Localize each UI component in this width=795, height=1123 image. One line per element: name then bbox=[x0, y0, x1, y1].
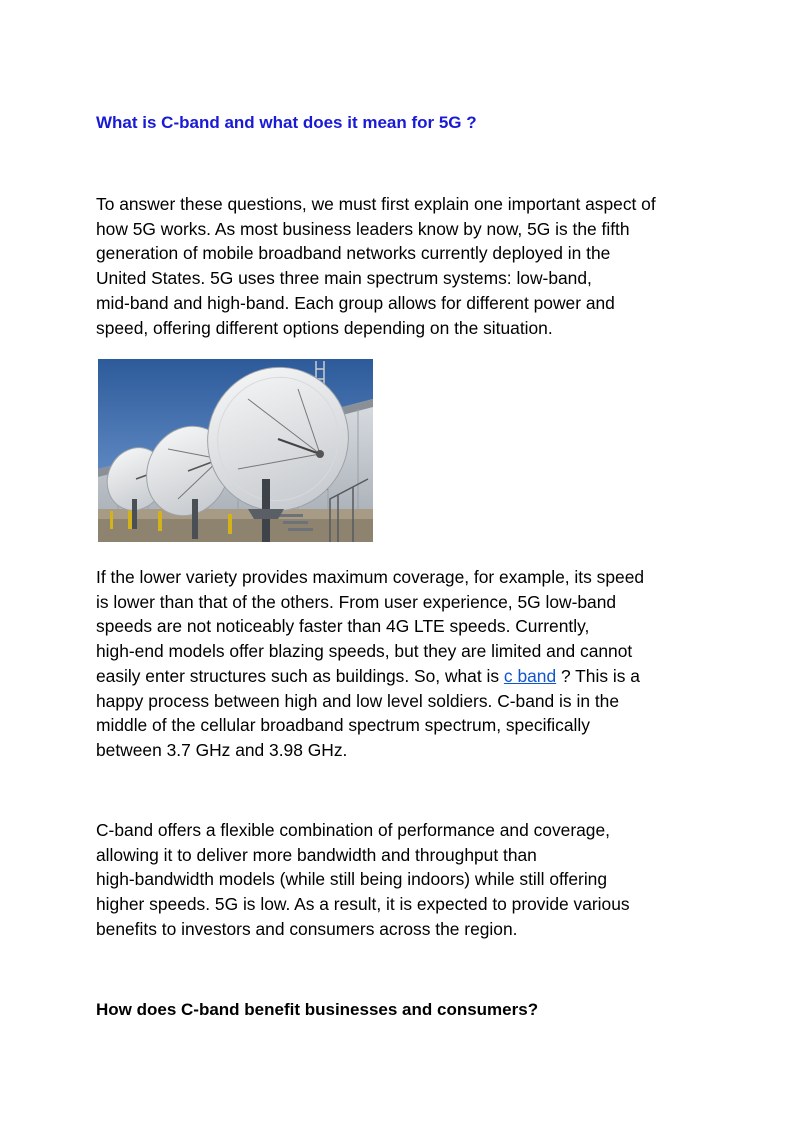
paragraph-line: C-band offers a flexible combination of performance and coverage, bbox=[96, 820, 610, 840]
paragraph-line: allowing it to deliver more bandwidth and throughput than bbox=[96, 844, 537, 865]
paragraph-line: high-bandwidth models (while still being indoors) while still offering bbox=[96, 869, 608, 890]
paragraph-line: higher speeds. 5G is low. As a result, it is expected to provide various bbox=[96, 894, 630, 915]
paragraph-line: To answer these questions, we must first explain one important aspect of bbox=[96, 194, 656, 214]
paragraph-line: is lower than that of the others. From user experience, 5G low-band bbox=[96, 591, 617, 612]
satellite-dishes-photo bbox=[98, 359, 373, 542]
paragraph-line: United States. 5G uses three main spectrum systems: low-band, bbox=[96, 268, 592, 289]
paragraph-line: happy process between high and low level soldiers. C-band is in the bbox=[96, 690, 619, 711]
c-band-link[interactable]: c band bbox=[503, 665, 557, 686]
link-suffix-text: ? This is a bbox=[556, 665, 640, 686]
spectrum-paragraph bbox=[96, 565, 706, 763]
paragraph-line: benefits to investors and consumers across the region. bbox=[96, 918, 518, 939]
section-heading: How does C-band benefit businesses and consumers? bbox=[96, 1000, 539, 1019]
paragraph-line: speed, offering different options depending on the situation. bbox=[96, 317, 553, 338]
link-prefix-text: easily enter structures such as buildings. So, what is bbox=[96, 665, 504, 686]
benefits-paragraph bbox=[96, 818, 706, 942]
paragraph-line: between 3.7 GHz and 3.98 GHz. bbox=[96, 739, 348, 760]
paragraph-line-with-link bbox=[96, 664, 706, 689]
paragraph-line: high-end models offer blazing speeds, but they are limited and cannot bbox=[96, 641, 633, 662]
intro-paragraph bbox=[96, 192, 706, 340]
paragraph-line: speeds are not noticeably faster than 4G LTE speeds. Currently, bbox=[96, 616, 590, 637]
paragraph-line: mid-band and high-band. Each group allows for different power and bbox=[96, 292, 615, 313]
paragraph-line: generation of mobile broadband networks currently deployed in the bbox=[96, 243, 611, 264]
page-title: What is C-band and what does it mean for 5G ? bbox=[96, 113, 477, 132]
paragraph-line: how 5G works. As most business leaders know by now, 5G is the fifth bbox=[96, 218, 630, 239]
paragraph-line: If the lower variety provides maximum coverage, for example, its speed bbox=[96, 567, 645, 587]
paragraph-line: middle of the cellular broadband spectrum spectrum, specifically bbox=[96, 715, 590, 736]
